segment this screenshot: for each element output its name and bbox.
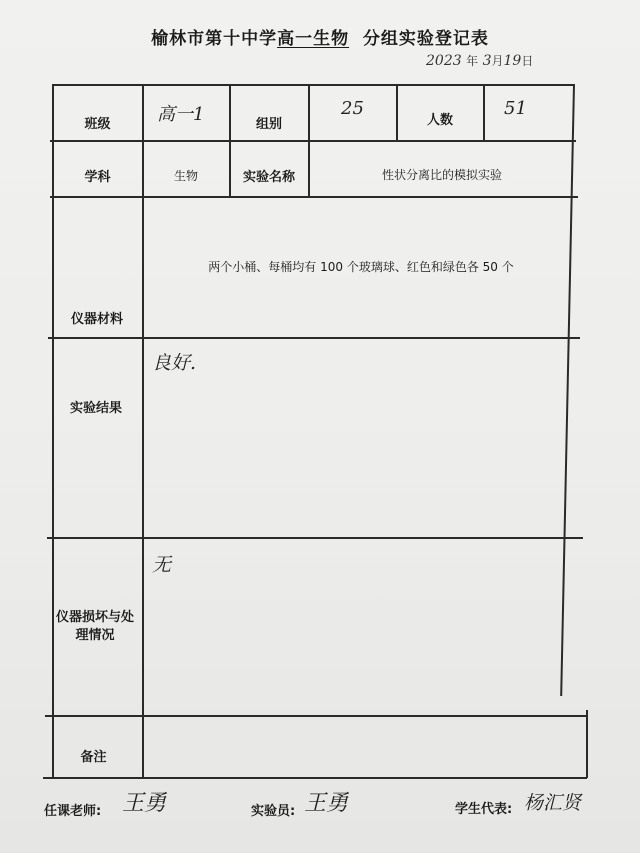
group-value: 25 (341, 97, 364, 119)
subject-value: 生物 (173, 168, 198, 183)
experiment-name-value: 性状分离比的模拟实验 (381, 167, 502, 182)
student-rep-signature: 杨汇贤 (524, 792, 582, 814)
date-month-char: 月 (491, 54, 504, 68)
teacher-signature: 王勇 (122, 791, 167, 816)
lab-assistant-signature: 王勇 (304, 791, 349, 816)
date-year-char: 年 (466, 54, 479, 68)
result-value: 良好. (152, 351, 197, 374)
date-day: 19 (503, 53, 522, 69)
remarks-value (143, 717, 586, 777)
damage-label: 仪器损坏与处理情况 (56, 610, 135, 643)
title-form-name: 分组实验登记表 (362, 29, 489, 49)
date-year: 2023 (426, 53, 462, 69)
damage-value: 无 (152, 553, 172, 576)
class-label: 班级 (84, 116, 111, 132)
materials-label: 仪器材料 (70, 312, 123, 327)
table-border-bottom (43, 777, 587, 779)
count-value: 51 (504, 97, 527, 119)
lab-assistant-label: 实验员: (251, 804, 296, 819)
date-day-char: 日 (521, 54, 534, 68)
count-label: 人数 (426, 112, 453, 128)
group-label: 组别 (255, 116, 282, 132)
form-date (426, 52, 533, 69)
experiment-name-label: 实验名称 (242, 169, 295, 185)
teacher-label: 任课老师: (44, 804, 102, 819)
class-value: 高一1 (157, 104, 205, 125)
remarks-label: 备注 (80, 749, 107, 765)
page-title (0, 24, 640, 49)
subject-label: 学科 (84, 169, 111, 185)
table-border-right-lower (586, 710, 588, 778)
date-month: 3 (482, 53, 492, 69)
materials-value: 两个小桶、每桶均有 100 个玻璃球、红色和绿色各 50 个 (208, 260, 514, 274)
title-school: 榆林市第十中学 (151, 29, 278, 49)
student-rep-label: 学生代表: (455, 802, 513, 817)
title-course: 高一生物 (277, 29, 350, 49)
result-label: 实验结果 (69, 401, 122, 416)
